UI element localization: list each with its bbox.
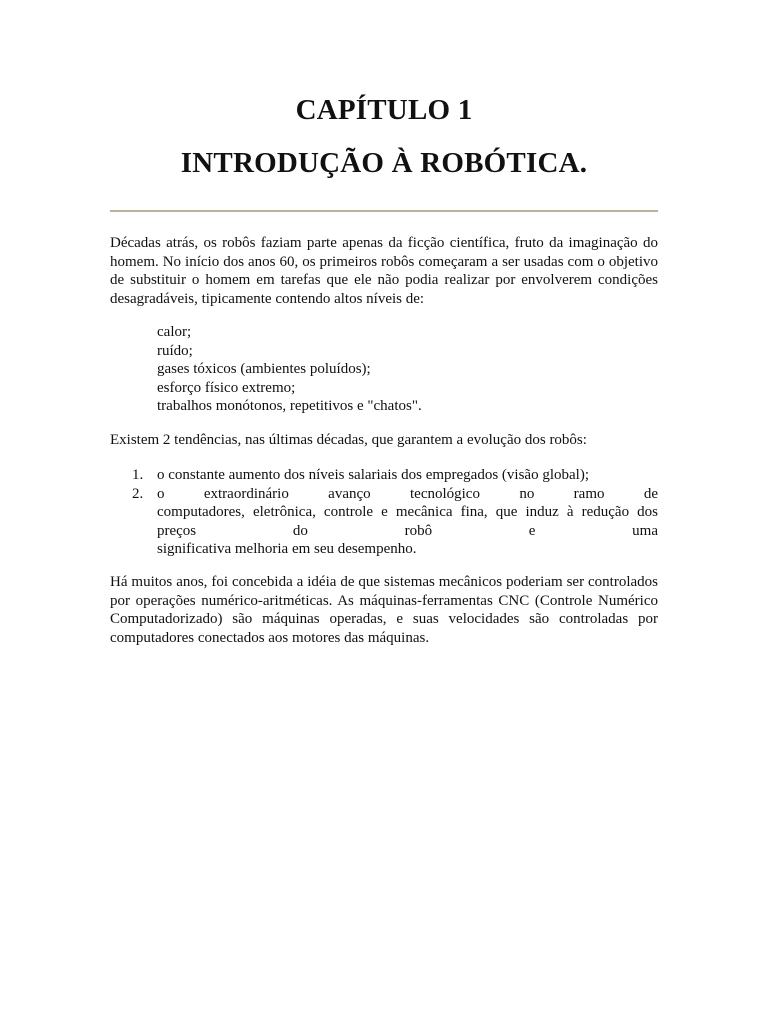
list-number: 2.: [132, 485, 144, 502]
cnc-paragraph: Há muitos anos, foi concebida a idéia de que sistemas mecânicos poderiam ser controlados por operações numérico-aritméticas. As máquinas-ferramentas CNC (Controle Numérico Computadorizado) são máquinas operadas, e suas velocidades são controladas por computadores conectados aos motores das máquinas.: [110, 574, 658, 646]
list-item-line: significativa melhoria em seu desempenho.: [157, 541, 417, 557]
list-item: [110, 485, 658, 559]
list-item: [110, 466, 658, 485]
list-item-line: computadores, eletrônica, controle e mecânica fina, que induz à redução dos: [157, 504, 658, 520]
conditions-list: [157, 323, 657, 416]
list-item-line: o extraordinário avanço tecnológico no ramo de: [157, 485, 658, 502]
list-item: esforço físico extremo;: [157, 379, 296, 396]
trends-paragraph: Existem 2 tendências, nas últimas décadas, que garantem a evolução dos robôs:: [110, 432, 587, 448]
trends-list: [110, 466, 658, 559]
title-divider: [110, 210, 658, 212]
chapter-title: INTRODUÇÃO À ROBÓTICA.: [180, 147, 588, 179]
chapter-number: CAPÍTULO 1: [295, 94, 473, 126]
list-item: calor;: [157, 324, 192, 340]
list-item: gases tóxicos (ambientes poluídos);: [157, 361, 371, 377]
list-item-text: o constante aumento dos níveis salariais dos empregados (visão global);: [157, 467, 589, 483]
list-number: 1.: [132, 467, 144, 483]
list-item: ruído;: [157, 342, 193, 359]
intro-paragraph: Décadas atrás, os robôs faziam parte apenas da ficção científica, fruto da imaginação do homem. No início dos anos 60, os primeiros robôs começaram a ser usadas com o objetivo de substituir o homem em tarefas que ele não podia realizar por envolverem condições desagradáveis, tipicamente contendo altos níveis de:: [110, 235, 658, 307]
list-item: trabalhos monótonos, repetitivos e "chatos".: [157, 398, 422, 414]
list-item-line: preços do robô e uma: [157, 522, 658, 539]
